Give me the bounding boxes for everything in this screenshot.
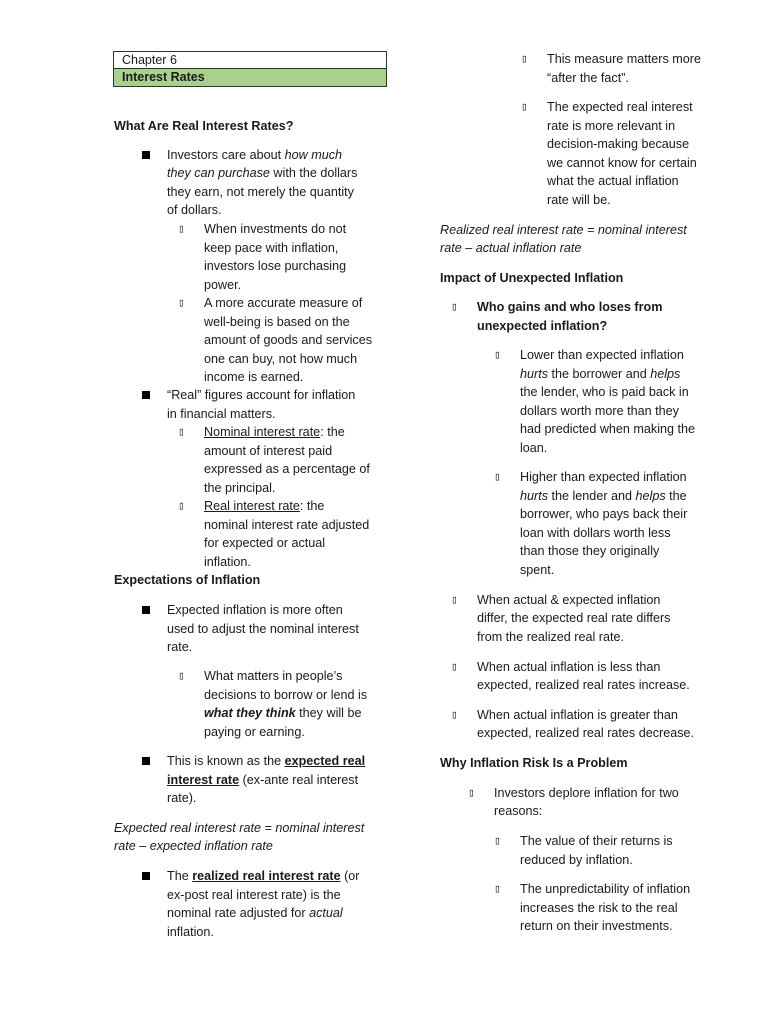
text-line: Investors care about how much: [167, 148, 343, 162]
chapter-topic: Interest Rates: [114, 69, 386, 86]
text-line: decisions to borrow or lend is: [204, 688, 368, 702]
text-line: Lower than expected inflation: [520, 348, 684, 362]
text-line: rate will be.: [547, 193, 611, 207]
text-line: reasons:: [494, 804, 543, 818]
sub-bullet-glyph: ▯: [451, 708, 458, 721]
text-line: income is earned.: [204, 370, 304, 384]
text-line: Investors deplore inflation for two: [494, 786, 679, 800]
text-line: loan.: [520, 441, 548, 455]
text-line: When actual & expected inflation: [477, 593, 661, 607]
text-line: what the actual inflation: [547, 174, 679, 188]
text-line: in financial matters.: [167, 407, 276, 421]
text-line: nominal rate adjusted for actual: [167, 906, 343, 920]
sub-bullet-glyph: ▯: [451, 660, 458, 673]
text-line: the principal.: [204, 481, 276, 495]
text-line: inflation.: [204, 555, 251, 569]
text-line: hurts the lender and helps the: [520, 489, 687, 503]
sub-bullet-glyph: ▯: [178, 296, 185, 309]
text-line: expressed as a percentage of: [204, 462, 370, 476]
section-heading-expectations: Expectations of Inflation: [114, 573, 261, 587]
text-line: power.: [204, 278, 242, 292]
text-line: well-being is based on the: [204, 315, 350, 329]
text-line: The realized real interest rate (or: [167, 869, 360, 883]
text-line: When actual inflation is less than: [477, 660, 661, 674]
sub-bullet-glyph: ▯: [451, 593, 458, 606]
text-line: Nominal interest rate: the: [204, 425, 345, 439]
text-line: A more accurate measure of: [204, 296, 363, 310]
section-heading-inflation-risk: Why Inflation Risk Is a Problem: [440, 756, 628, 770]
text-line: differ, the expected real rate differs: [477, 611, 671, 625]
text-line: paying or earning.: [204, 725, 305, 739]
text-line: amount of interest paid: [204, 444, 333, 458]
sub-bullet-glyph: ▯: [178, 669, 185, 682]
text-line: than those they originally: [520, 544, 660, 558]
text-line: rate is more relevant in: [547, 119, 676, 133]
text-line: for expected or actual: [204, 536, 326, 550]
text-line: The expected real interest: [547, 100, 693, 114]
sub-bullet-glyph: ▯: [521, 100, 528, 113]
bullet-square: [142, 872, 150, 880]
text-line: This measure matters more: [547, 52, 701, 66]
sub-bullet-glyph: ▯: [494, 348, 501, 361]
text-line: What matters in people’s: [204, 669, 343, 683]
sub-bullet-glyph: ▯: [494, 470, 501, 483]
text-line: of dollars.: [167, 203, 222, 217]
question-text: Who gains and who loses from: [477, 300, 663, 314]
text-line: This is known as the expected real: [167, 754, 366, 768]
text-line: they can purchase with the dollars: [167, 166, 358, 180]
text-line: one can buy, not how much: [204, 352, 358, 366]
sub-bullet-glyph: ▯: [178, 499, 185, 512]
sub-bullet-glyph: ▯: [521, 52, 528, 65]
text-line: had predicted when making the: [520, 422, 696, 436]
text-line: rate).: [167, 791, 197, 805]
text-line: what they think they will be: [204, 706, 362, 720]
text-line: inflation.: [167, 925, 214, 939]
text-line: reduced by inflation.: [520, 853, 633, 867]
formula-expected-real-rate-cont: rate – expected inflation rate: [114, 839, 273, 853]
formula-realized-real-rate: Realized real interest rate = nominal interest: [440, 223, 687, 237]
text-line: Real interest rate: the: [204, 499, 325, 513]
text-line: “Real” figures account for inflation: [167, 388, 356, 402]
text-line: Expected inflation is more often: [167, 603, 343, 617]
text-line: from the realized real rate.: [477, 630, 624, 644]
sub-bullet-glyph: ▯: [178, 425, 185, 438]
formula-realized-real-rate-cont: rate – actual inflation rate: [440, 241, 582, 255]
text-line: hurts the borrower and helps: [520, 367, 681, 381]
text-line: keep pace with inflation,: [204, 241, 339, 255]
sub-bullet-glyph: ▯: [178, 222, 185, 235]
text-line: the lender, who is paid back in: [520, 385, 689, 399]
sub-bullet-glyph: ▯: [494, 834, 501, 847]
text-line: Higher than expected inflation: [520, 470, 687, 484]
text-line: investors lose purchasing: [204, 259, 347, 273]
text-line: When actual inflation is greater than: [477, 708, 678, 722]
section-heading-unexpected-inflation: Impact of Unexpected Inflation: [440, 271, 624, 285]
text-line: loan with dollars worth less: [520, 526, 671, 540]
text-line: The unpredictability of inflation: [520, 882, 691, 896]
text-line: expected, realized real rates increase.: [477, 678, 690, 692]
question-text: unexpected inflation?: [477, 319, 608, 333]
text-line: ex-post real interest rate) is the: [167, 888, 341, 902]
text-line: we cannot know for certain: [547, 156, 697, 170]
text-line: decision-making because: [547, 137, 690, 151]
text-line: they earn, not merely the quantity: [167, 185, 354, 199]
bullet-square: [142, 151, 150, 159]
sub-bullet-glyph: ▯: [451, 300, 458, 313]
sub-bullet-glyph: ▯: [494, 882, 501, 895]
text-line: rate.: [167, 640, 193, 654]
text-line: amount of goods and services: [204, 333, 373, 347]
text-line: nominal interest rate adjusted: [204, 518, 370, 532]
chapter-header: [113, 51, 387, 87]
text-line: dollars worth more than they: [520, 404, 679, 418]
text-line: spent.: [520, 563, 555, 577]
section-heading-real-rates: What Are Real Interest Rates?: [114, 119, 294, 133]
bullet-square: [142, 391, 150, 399]
text-line: used to adjust the nominal interest: [167, 622, 359, 636]
text-line: The value of their returns is: [520, 834, 673, 848]
text-line: “after the fact”.: [547, 71, 629, 85]
text-line: borrower, who pays back their: [520, 507, 688, 521]
chapter-label: Chapter 6: [114, 52, 386, 69]
bullet-square: [142, 757, 150, 765]
text-line: increases the risk to the real: [520, 901, 678, 915]
sub-bullet-glyph: ▯: [468, 786, 475, 799]
text-line: expected, realized real rates decrease.: [477, 726, 695, 740]
text-line: interest rate (ex-ante real interest: [167, 773, 359, 787]
bullet-square: [142, 606, 150, 614]
formula-expected-real-rate: Expected real interest rate = nominal interest: [114, 821, 365, 835]
text-line: When investments do not: [204, 222, 347, 236]
text-line: return on their investments.: [520, 919, 673, 933]
